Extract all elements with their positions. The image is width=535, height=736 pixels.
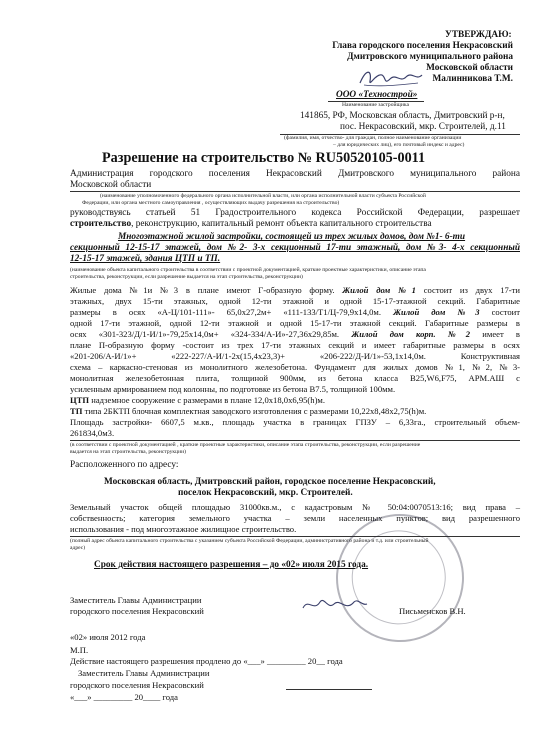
land-line-2: собственность; категория земельного участка – земли населенных пунктов; вид разрешенного — [70, 513, 520, 523]
signatory-line-1: Заместитель Главы Администрации — [70, 595, 202, 605]
basis-line-2 — [70, 219, 432, 230]
developer-name-caption: Наименование застройщика — [342, 102, 409, 108]
authority-caption-2: Федерации, или органа местного самоуправления , осуществляющих выдачу разрешения на строительство) — [82, 200, 340, 206]
deputy-line-1: Заместитель Главы Администрации — [78, 668, 210, 678]
signature-deputy — [300, 592, 370, 618]
desc-line-7: «201-206/А-И/1»+ «222-227/А-И/1-2х(15,4х23,3)+ «206-222/Д-И/1»-53,1х14,0м. Конструктивная — [70, 351, 520, 361]
location-caption-2: адрес) — [70, 545, 86, 551]
signatory-line-2: городского поселения Некрасовский — [70, 606, 204, 616]
location-label: Расположенного по адресу: — [70, 460, 179, 470]
object-line-3: 12-15-17 этажей, здания ЦТП и ТП. — [70, 254, 221, 264]
description-caption-1: (в соответствии с проектной документацией , краткие проектные характеристики, описание этапа строительства, реконструкции, если разрешение — [70, 442, 421, 448]
desc-l3a: размеры в осях «А-Ц/101-111»- 65,0х27,2м+ «111-133/Т1/Ц-79,9х14,0м. — [70, 307, 394, 317]
basis-bold-word: строительство — [70, 219, 132, 229]
object-caption-2: строительства, реконструкции, если разрешение выдается на этап строительства, реконструкции) — [70, 274, 303, 280]
desc-line-6: плане П-образную форму -состоит из трех 17-ти этажных секций и имеет габаритные размеры в осях — [70, 340, 520, 350]
desc-l1c: состоит из двух 17-ти — [415, 285, 521, 295]
developer-address-2: пос. Некрасовский, мкр. Строителей, д.11 — [340, 122, 506, 132]
stamp-mark: М.П. — [70, 645, 89, 655]
approval-line-1: Глава городского поселения Некрасовский — [332, 41, 513, 51]
basis-line-1: руководствуясь статьей 51 Градостроительного кодекса Российской Федерации, разрешает — [70, 208, 520, 218]
desc-line-4: одной 17-ти этажной, одной 12-ти этажной и одной 15-17-ти этажной секций. Габаритные размеры в — [70, 318, 520, 328]
issue-date: «02» июля 2012 года — [70, 632, 146, 642]
developer-name: ООО «Технострой» — [336, 90, 418, 100]
approval-heading: УТВЕРЖДАЮ: — [445, 30, 512, 40]
authority-rule — [70, 191, 520, 192]
authority-line-1: Администрация городского поселения Некрасовский Дмитровского муниципального района — [70, 169, 520, 179]
page-title: Разрешение на строительство № RU50520105-0011 — [102, 150, 426, 166]
extension-date: «___» _________ 20____ года — [70, 692, 178, 702]
desc-l12b: типа 2БКТП блочная комплектная заводского изготовления с размерами 10,22х8,48х2,75(h)м. — [82, 406, 427, 416]
desc-line-5 — [70, 329, 520, 340]
basis-rest: , реконструкцию, капитальный ремонт объекта капитального строительства — [131, 219, 432, 229]
authority-line-2: Московской области — [70, 180, 152, 190]
signatory-name: Письменсков В.Н. — [399, 606, 466, 616]
object-line-2: секционный 12-15-17 этажей, дом №2- 3-х секционный 17-ти этажный, дом №3- 4-х секционный — [70, 243, 520, 253]
desc-l1b: Жилой дом №1 — [342, 285, 416, 295]
location-rule — [70, 536, 520, 537]
desc-line-3 — [70, 307, 520, 318]
desc-line-2: этажных, двух 15-ти этажных, одной 12-ти этажной и одной 15-17-этажной секций. Габаритные — [70, 296, 520, 306]
object-line-1: Многоэтажной жилой застройки, состоящей из трех жилых домов, дом №1- 6-ти — [118, 232, 466, 242]
authority-caption-1: (наименование уполномоченного федерального органа исполнительной власти, или органа исполнительной власти субъекта Российской — [100, 193, 426, 199]
official-seal-inner — [340, 518, 458, 636]
approval-name: Малинникова Т.М. — [432, 74, 513, 84]
validity-term: Срок действия настоящего разрешения – до «02» июля 2015 года. — [94, 560, 369, 570]
developer-caption-1: (фамилия, имя, отчество- для граждан, полное наименование организации — [284, 135, 462, 141]
desc-line-1 — [70, 285, 520, 296]
desc-line-13: Площадь застройки- 6607,5 м.кв., площадь участка в границах ГПЗУ – 6,33га., строительный объем- — [70, 417, 520, 427]
desc-l12a: ТП — [70, 406, 83, 416]
desc-l3c: состоит — [479, 307, 520, 317]
approval-line-2: Дмитровского муниципального района — [347, 52, 513, 62]
desc-line-9: монолитная железобетонная плита, толщиной 900мм, из бетона класса В25,W6,F75, АРМ.АШ с — [70, 373, 520, 383]
developer-address-1: 141865, РФ, Московская область, Дмитровский р-н, — [300, 111, 505, 121]
land-line-3: использования - под многоэтажное жилищное строительство. — [70, 524, 297, 534]
land-line-1: Земельный участок общей площадью 31000кв.м., с кадастровым № 50:04:0070513:16; вид права – — [70, 502, 520, 512]
deputy-signature-rule — [286, 689, 372, 690]
desc-l5c: имеет в — [470, 329, 520, 339]
desc-l11b: надземное сооружение с размерами в плане 12,0х18,0х6,95(h)м. — [89, 395, 326, 405]
object-caption-1: (наименование объекта капитального строительства в соответствии с проектной документацией, краткие проектные характеристики, описание этапа — [70, 267, 426, 273]
desc-l5b: Жилой дом корп. №2 — [351, 329, 471, 339]
desc-line-12 — [70, 406, 426, 417]
deputy-line-2: городского поселения Некрасовский — [70, 680, 204, 690]
approval-line-3: Московской области — [426, 63, 513, 73]
description-caption-2: выдается на этап строительства, реконструкции) — [70, 449, 186, 455]
desc-l1a: Жилые дома №1и №3 в плане имеют Г-образную форму. — [70, 285, 343, 295]
desc-line-8: схема – каркасно-стеновая из монолитного железобетона. Фундамент для жилых домов №1, №2, №3- — [70, 362, 520, 372]
desc-line-14: 261834,0м3. — [70, 428, 115, 438]
description-rule — [70, 440, 520, 441]
desc-line-10: усиленным армированием под колонны, по подготовке из бетона В7.5, толщиной 100мм. — [70, 384, 396, 394]
location-caption-1: (полный адрес объекта капитального строительства с указанием субъекта Российской Федерации, административного района и т.д. или строительный — [70, 538, 429, 544]
desc-l5a: осях «301-323/Д/1-И/1»-79,25х14,0м+ «324-334/А-И»-27,36х29,85м. — [70, 329, 352, 339]
desc-line-11 — [70, 395, 325, 406]
signature-glava — [356, 65, 426, 91]
developer-caption-2: – для юридических лиц), его почтовый индекс и адрес) — [333, 142, 465, 148]
extension-line: Действие настоящего разрешения продлено до «___» _________ 20__ года — [70, 656, 343, 666]
location-line-1: Московская область, Дмитровский район, городское поселение Некрасовский, — [104, 477, 436, 487]
desc-l3b: Жилой дом №3 — [393, 307, 480, 317]
location-line-2: поселок Некрасовский, мкр. Строителей. — [178, 488, 353, 498]
desc-l11a: ЦТП — [70, 395, 90, 405]
